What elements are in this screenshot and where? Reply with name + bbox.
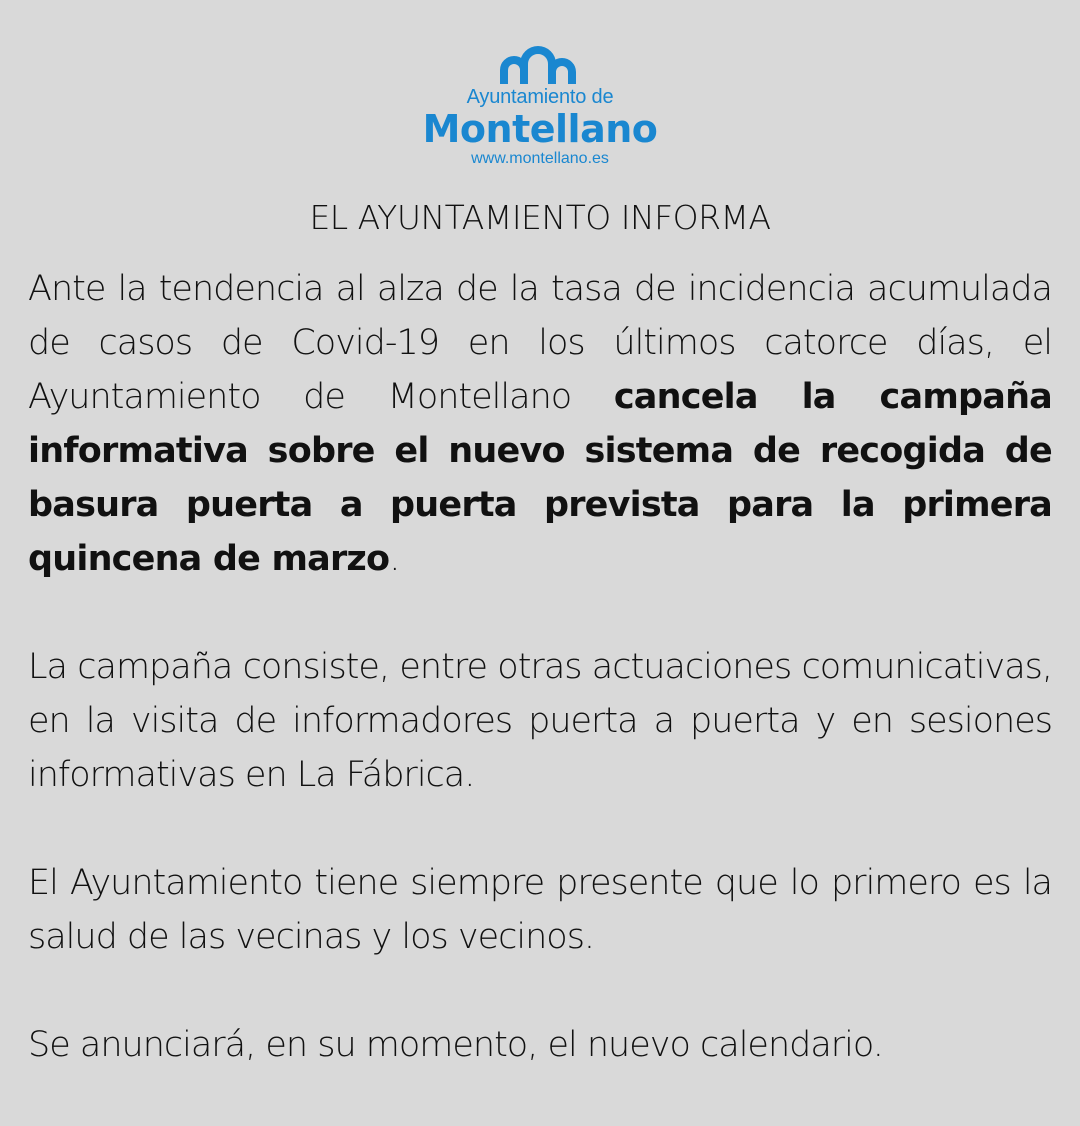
- paragraph-calendar: Se anunciará, en su momento, el nuevo calendario.: [28, 1025, 883, 1065]
- paragraph-health: El Ayuntamiento tiene siempre presente que lo primero es la salud de las vecinas y los vecinos.: [28, 863, 1052, 957]
- arches-icon: [498, 44, 582, 84]
- page-title: EL AYUNTAMIENTO INFORMA: [309, 198, 771, 237]
- logo-url: www.montellano.es: [471, 150, 609, 167]
- paragraph-cancellation: [28, 262, 1052, 586]
- paragraph-campaign: La campaña consiste, entre otras actuaciones comunicativas, en la visita de informadores puerta a puerta y en sesiones informativas en La Fábrica.: [28, 647, 1052, 795]
- notice-body: [28, 262, 1052, 1126]
- montellano-logo: [0, 44, 1080, 168]
- logo-subtitle: Ayuntamiento de: [466, 86, 614, 108]
- paragraph-text: Ante la tendencia al alza de la tasa de incidencia acumulada de casos de Covid-19 en los últimos catorce días, el Ayuntamiento de Montellano: [28, 269, 1052, 417]
- cancellation-highlight: cancela la campaña informativa sobre el nuevo sistema de recogida de basura puerta a puerta prevista para la primera quincena de marzo: [28, 377, 1053, 579]
- logo-name: Montellano: [422, 107, 658, 151]
- paragraph-text: .: [389, 539, 400, 579]
